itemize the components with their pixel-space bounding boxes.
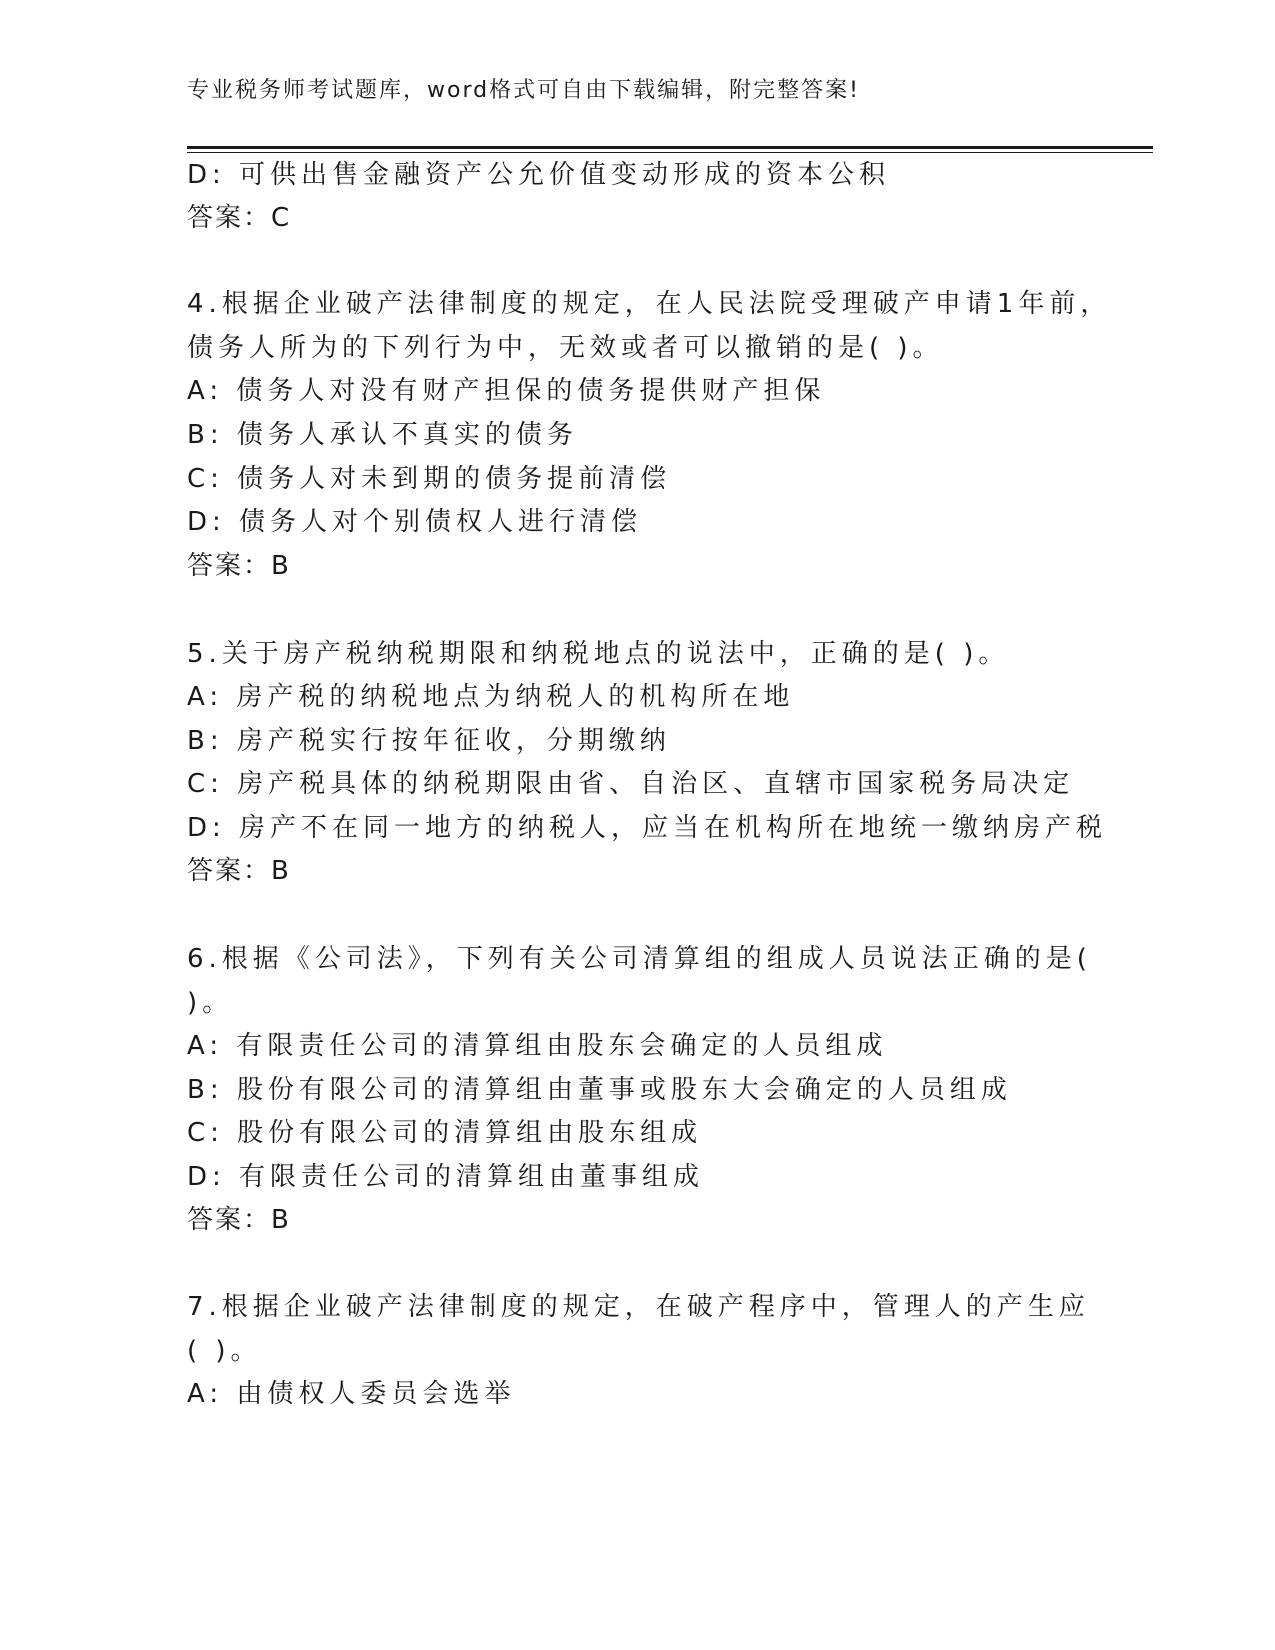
question-stem: 5.关于房产税纳税期限和纳税地点的说法中，正确的是( )。 — [187, 639, 1010, 669]
option-d: D: 有限责任公司的清算组由董事组成 — [187, 1162, 705, 1192]
header-divider-thick — [187, 146, 1153, 149]
answer: 答案：C — [187, 203, 292, 233]
answer: 答案：B — [187, 856, 291, 886]
option-a: A: 债务人对没有财产担保的债务提供财产担保 — [187, 376, 826, 406]
option-a: A: 房产税的纳税地点为纳税人的机构所在地 — [187, 682, 795, 712]
option-c: C: 股份有限公司的清算组由股东组成 — [187, 1118, 703, 1148]
question-stem: 6.根据《公司法》，下列有关公司清算组的组成人员说法正确的是( — [187, 944, 1092, 974]
header-divider-thin — [187, 152, 1153, 153]
option-c: C: 房产税具体的纳税期限由省、自治区、直辖市国家税务局决定 — [187, 769, 1075, 799]
answer: 答案：B — [187, 1205, 291, 1235]
option-d: D: 可供出售金融资产公允价值变动形成的资本公积 — [187, 160, 891, 190]
question-stem: 4.根据企业破产法律制度的规定，在人民法院受理破产申请1年前， — [187, 289, 1112, 319]
option-b: B: 债务人承认不真实的债务 — [187, 420, 578, 450]
option-a: A: 有限责任公司的清算组由股东会确定的人员组成 — [187, 1031, 888, 1061]
option-b: B: 房产税实行按年征收，分期缴纳 — [187, 726, 671, 756]
option-c: C: 债务人对未到期的债务提前清偿 — [187, 464, 672, 494]
option-b: B: 股份有限公司的清算组由董事或股东大会确定的人员组成 — [187, 1075, 1012, 1105]
option-d: D: 债务人对个别债权人进行清偿 — [187, 507, 643, 537]
option-a: A: 由债权人委员会选举 — [187, 1379, 516, 1409]
question-stem: ( )。 — [187, 1336, 262, 1366]
answer: 答案：B — [187, 551, 291, 581]
question-stem: 7.根据企业破产法律制度的规定，在破产程序中，管理人的产生应 — [187, 1292, 1090, 1322]
question-stem: )。 — [187, 988, 234, 1018]
header-text: 专业税务师考试题库，word格式可自由下载编辑，附完整答案! — [187, 78, 860, 103]
question-stem: 债务人所为的下列行为中，无效或者可以撤销的是( )。 — [187, 333, 944, 363]
option-d: D: 房产不在同一地方的纳税人，应当在机构所在地统一缴纳房产税 — [187, 813, 1108, 843]
